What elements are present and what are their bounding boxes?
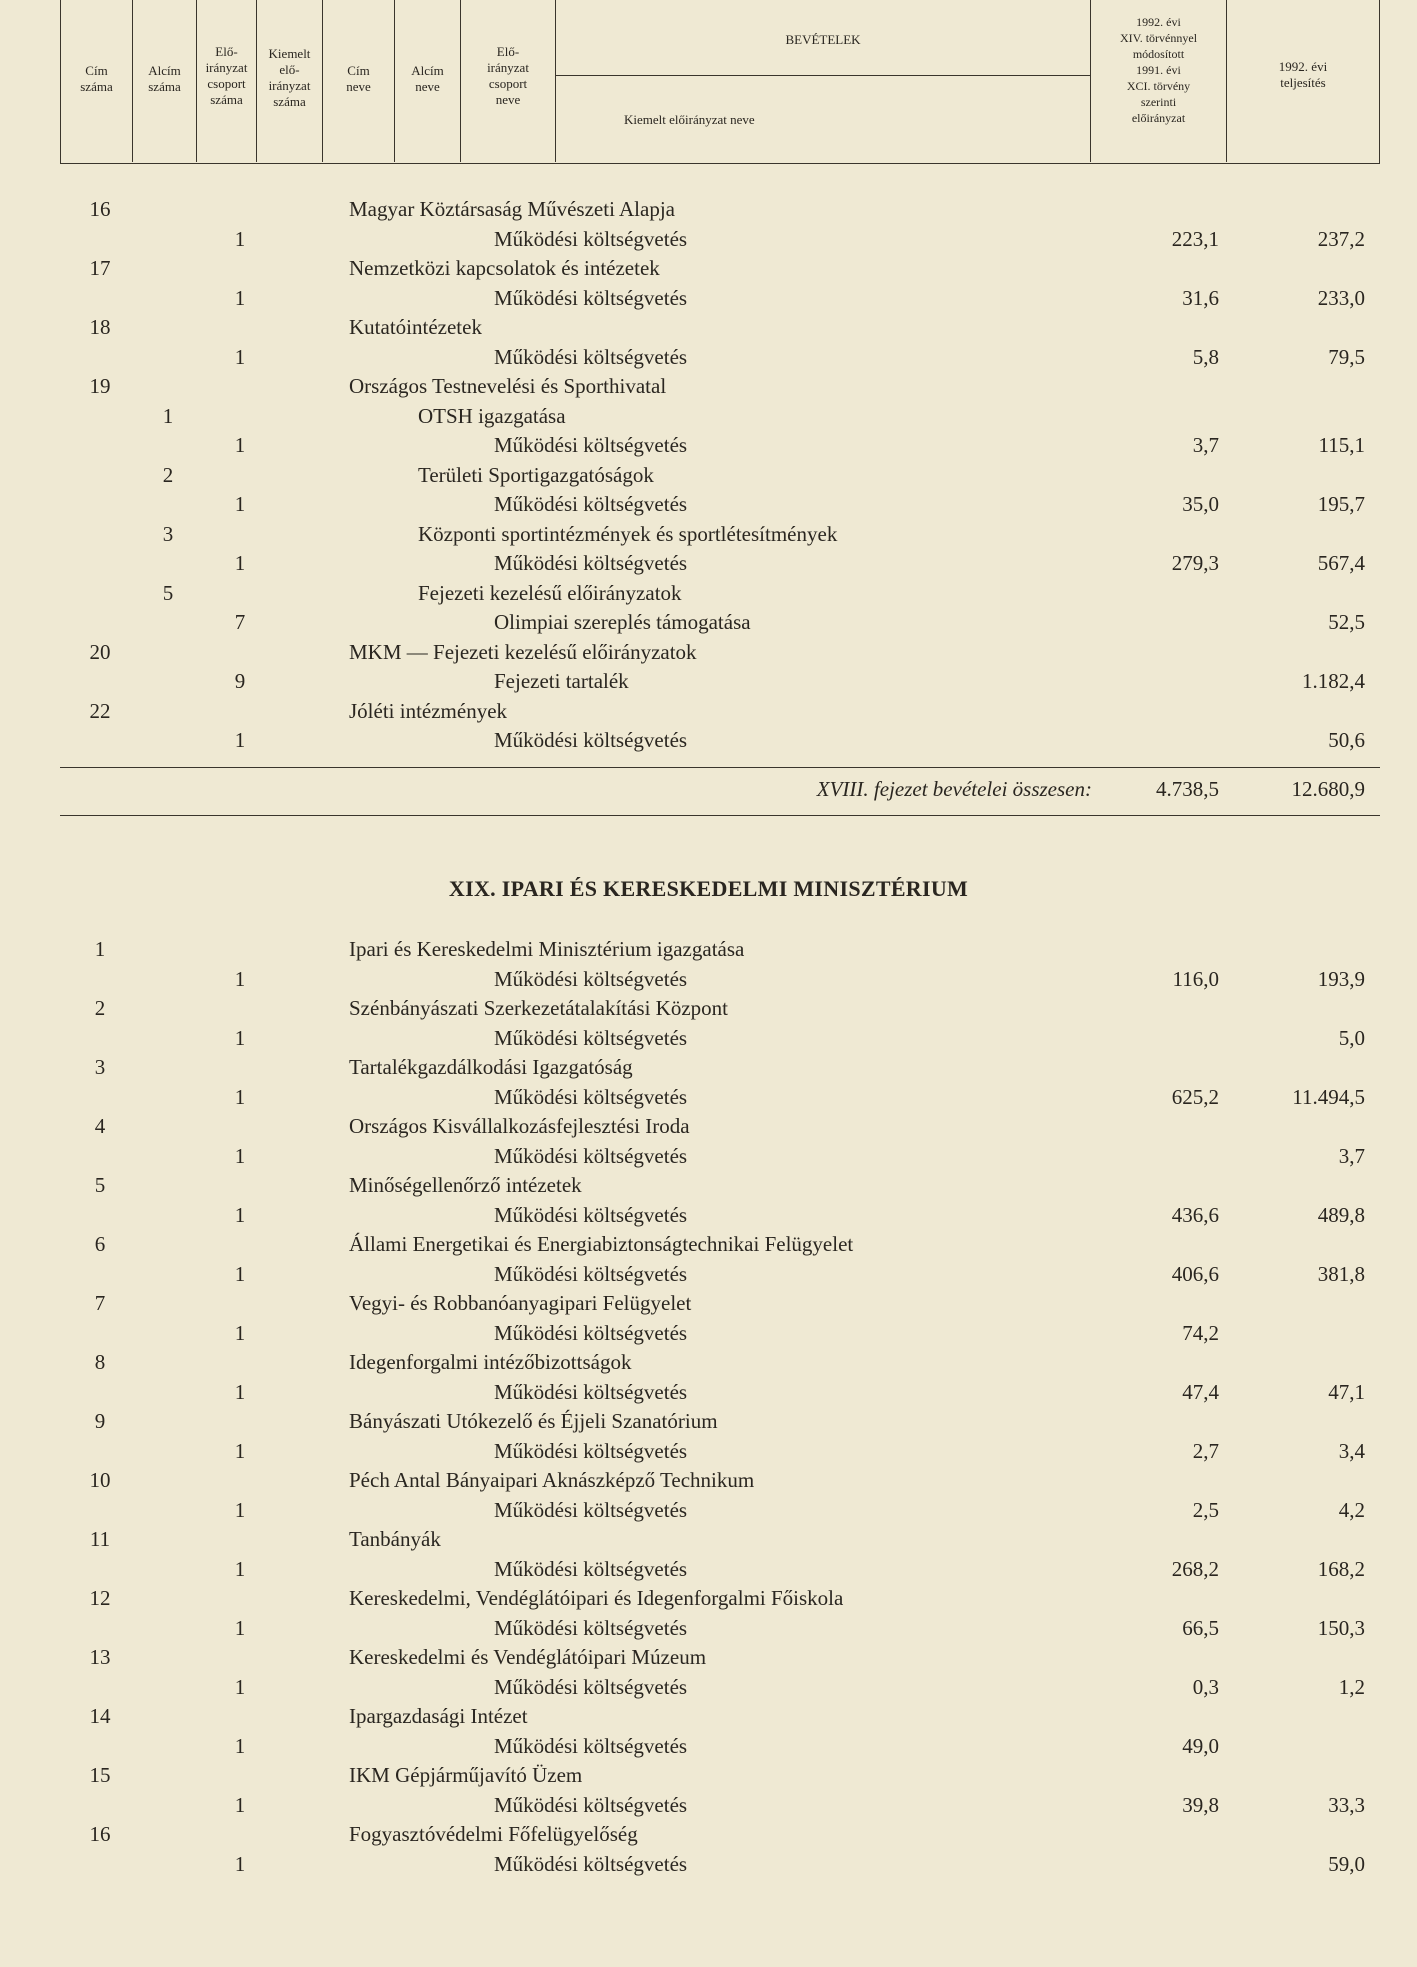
cim-number: 2 [94,996,106,1020]
value-teljesites: 4,2 [1338,1497,1365,1522]
value-eloiranyzat: 74,2 [1182,1320,1219,1345]
value-teljesites: 168,2 [1317,1556,1365,1581]
table-row [0,1439,1417,1467]
header-cim-neve: Cím neve [346,63,371,94]
cim-number: 6 [94,1232,106,1256]
table-row [0,404,1417,432]
row-name: Szénbányászati Szerkezetátalakítási Központ [349,996,729,1020]
header-col-alcim-neve [395,0,461,162]
header-col-bevetelek [556,0,1091,162]
value-teljesites: 1.182,4 [1302,669,1365,693]
table-row [0,1468,1417,1496]
header-col-kiemelt-eloiranyzat-szama [257,0,323,162]
table-row [0,374,1417,402]
eloiranyzat-number: 1 [234,1615,246,1640]
row-name: IKM Gépjárműjavító Üzem [349,1763,583,1787]
row-name: Országos Kisvállalkozásfejlesztési Iroda [349,1114,690,1138]
cim-number: 10 [89,1468,111,1492]
table-row [0,581,1417,609]
value-teljesites: 233,0 [1317,285,1365,310]
table-row [0,492,1417,520]
value-eloiranyzat: 31,6 [1182,285,1219,310]
cim-number: 15 [89,1763,111,1787]
header-col-1992-eloiranyzat [1091,0,1227,162]
eloiranyzat-number: 1 [234,344,246,369]
total-rule-top [60,767,1380,768]
row-name: Működési költségvetés [494,1497,688,1522]
value-eloiranyzat: 3,7 [1192,433,1219,457]
table-row [0,1645,1417,1673]
row-name: Péch Antal Bányaipari Aknászképző Technikum [349,1468,755,1492]
value-eloiranyzat: 223,1 [1171,226,1219,251]
header-col-alcim-szama [133,0,197,162]
row-name: Működési költségvetés [494,226,688,251]
eloiranyzat-number: 1 [234,1733,246,1758]
alcim-number: 5 [162,580,174,605]
table-row [0,1380,1417,1408]
eloiranyzat-number: 1 [234,1084,246,1109]
total-value-eloiranyzat: 4.738,5 [1156,777,1219,801]
table-row [0,1144,1417,1172]
value-eloiranyzat: 0,3 [1192,1674,1219,1699]
row-name: Működési költségvetés [494,1379,688,1404]
table-row [0,197,1417,225]
row-name: Fogyasztóvédelmi Főfelügyelőség [349,1822,638,1846]
value-eloiranyzat: 116,0 [1172,966,1219,991]
row-name: Állami Energetikai és Energiabiztonságtechnikai Felügyelet [349,1232,854,1256]
table-row [0,1557,1417,1585]
row-name: Központi sportintézmények és sportlétesítmények [418,521,838,546]
table-row [0,1026,1417,1054]
table-row [0,1321,1417,1349]
table-row [0,610,1417,638]
value-teljesites: 52,5 [1328,610,1365,634]
value-eloiranyzat: 268,2 [1171,1556,1219,1581]
row-name: MKM — Fejezeti kezelésű előirányzatok [349,639,697,664]
value-teljesites: 381,8 [1317,1261,1365,1286]
row-name: Működési költségvetés [494,1261,688,1286]
row-name: Bányászati Utókezelő és Éjjeli Szanatórium [349,1409,718,1433]
table-row [0,1498,1417,1526]
row-name: Működési költségvetés [494,1792,688,1817]
value-teljesites: 3,7 [1338,1143,1365,1168]
eloiranyzat-number: 1 [234,1261,246,1286]
table-row [0,669,1417,697]
cim-number: 19 [89,374,111,398]
section-title: XIX. IPARI ÉS KERESKEDELMI MINISZTÉRIUM [448,876,969,901]
value-teljesites: 11.494,5 [1292,1084,1365,1109]
cim-number: 5 [94,1173,106,1197]
eloiranyzat-number: 1 [234,1556,246,1581]
table-row [0,1085,1417,1113]
row-name: Működési költségvetés [494,551,688,575]
header-alcim-neve: Alcím neve [411,63,444,94]
cim-number: 12 [89,1586,111,1610]
table-row [0,728,1417,756]
total-rule-bottom [60,815,1380,816]
eloiranyzat-number: 1 [234,1320,246,1345]
table-row [0,1262,1417,1290]
row-name: Magyar Köztársaság Művészeti Alapja [349,197,675,221]
row-name: Működési költségvetés [494,1615,688,1640]
cim-number: 20 [89,639,111,664]
row-name: Működési költségvetés [494,1438,688,1463]
row-name: Működési költségvetés [494,966,688,991]
header-1992-teljesites: 1992. évi teljesítés [1278,59,1328,90]
table-row [0,1586,1417,1614]
table-row [0,996,1417,1024]
value-eloiranyzat: 625,2 [1171,1084,1219,1109]
row-name: Működési költségvetés [494,1733,688,1758]
row-name: Tanbányák [349,1527,441,1551]
header-1992-eloiranyzat: 1992. évi XIV. törvénnyel módosított 1991. évi XCI. törvény szerinti előirányzat [1119,15,1198,125]
eloiranyzat-number: 1 [234,492,246,516]
value-teljesites: 59,0 [1328,1851,1365,1876]
table-row [0,256,1417,284]
eloiranyzat-number: 1 [234,226,246,251]
header-kiemelt-eloiranyzat-neve: Kiemelt előirányzat neve [624,112,755,127]
table-row [0,1616,1417,1644]
eloiranyzat-number: 1 [234,433,246,457]
row-name: Kutatóintézetek [349,315,482,339]
row-name: Országos Testnevelési és Sporthivatal [349,374,667,398]
row-name: Tartalékgazdálkodási Igazgatóság [349,1055,633,1079]
row-name: Működési költségvetés [494,1084,688,1109]
row-name: Működési költségvetés [494,1320,688,1345]
row-name: Működési költségvetés [494,1556,688,1581]
cim-number: 13 [89,1645,111,1669]
table-row [0,1527,1417,1555]
total-label: XVIII. fejezet bevételei összesen: [816,777,1092,801]
value-eloiranyzat: 47,4 [1182,1379,1219,1404]
row-name: OTSH igazgatása [418,403,566,428]
row-name: Működési költségvetés [494,344,688,369]
row-name: Működési költségvetés [494,492,688,516]
eloiranyzat-number: 1 [234,1674,246,1699]
cim-number: 8 [94,1350,106,1374]
total-value-teljesites: 12.680,9 [1291,777,1365,801]
table-row [0,463,1417,491]
eloiranyzat-number: 1 [234,1143,246,1168]
eloiranyzat-number: 7 [234,610,246,634]
table-row [0,345,1417,373]
eloiranyzat-number: 1 [234,1025,246,1050]
table-row [0,1055,1417,1083]
header-eloiranyzat-csoport-szama: Elő- irányzat csoport száma [205,44,248,107]
table-row [0,1203,1417,1231]
cim-number: 16 [89,197,111,221]
row-name: Kereskedelmi és Vendéglátóipari Múzeum [349,1645,707,1669]
table-row [0,1763,1417,1791]
eloiranyzat-number: 1 [234,285,246,310]
header-col-eloiranyzat-csoport-neve [461,0,556,162]
alcim-number: 3 [162,521,174,546]
row-name: Nemzetközi kapcsolatok és intézetek [349,256,660,280]
value-teljesites: 79,5 [1328,344,1365,369]
header-kiemelt-eloiranyzat-szama: Kiemelt elő- irányzat száma [268,46,311,109]
table-row [0,1173,1417,1201]
row-name: Jóléti intézmények [349,698,508,723]
eloiranyzat-number: 1 [234,966,246,991]
alcim-number: 2 [162,462,174,487]
value-teljesites: 3,4 [1338,1438,1365,1463]
cim-number: 17 [89,256,111,280]
value-eloiranyzat: 35,0 [1182,492,1219,516]
row-name: Fejezeti kezelésű előirányzatok [418,580,682,605]
table-row [0,227,1417,255]
cim-number: 1 [94,937,106,961]
header-cim-szama: Cím száma [80,63,113,94]
value-teljesites: 489,8 [1317,1202,1365,1227]
row-name: Működési költségvetés [494,433,688,457]
row-name: Működési költségvetés [494,1143,688,1168]
cim-number: 18 [89,315,111,339]
row-name: Működési költségvetés [494,285,688,310]
value-eloiranyzat: 436,6 [1171,1202,1219,1227]
eloiranyzat-number: 1 [234,1379,246,1404]
alcim-number: 1 [162,403,174,428]
table-row [0,1409,1417,1437]
header-alcim-szama: Alcím száma [148,63,181,94]
cim-number: 4 [94,1114,106,1138]
row-name: Idegenforgalmi intézőbizottságok [349,1350,632,1374]
cim-number: 14 [89,1704,111,1728]
value-teljesites: 115,1 [1318,433,1365,457]
table-row [0,1822,1417,1850]
row-name: Olimpiai szereplés támogatása [494,610,751,634]
row-name: Működési költségvetés [494,1025,688,1050]
header-col-1992-teljesites [1227,0,1379,162]
value-teljesites: 150,3 [1317,1615,1365,1640]
table-row [0,522,1417,550]
table-row [0,640,1417,668]
value-eloiranyzat: 406,6 [1171,1261,1219,1286]
value-teljesites: 567,4 [1317,551,1365,575]
value-eloiranyzat: 49,0 [1182,1733,1219,1758]
row-name: Működési költségvetés [494,1202,688,1227]
row-name: Működési költségvetés [494,1851,688,1876]
table-row [0,286,1417,314]
eloiranyzat-number: 1 [234,1497,246,1522]
table-header [60,0,1380,164]
eloiranyzat-number: 1 [234,551,246,575]
row-name: Működési költségvetés [494,728,688,752]
row-name: Területi Sportigazgatóságok [418,462,654,487]
header-divider [556,75,1091,76]
eloiranyzat-number: 1 [234,1438,246,1463]
table-row [0,967,1417,995]
value-teljesites: 50,6 [1328,728,1365,752]
eloiranyzat-number: 1 [234,1851,246,1876]
value-teljesites: 33,3 [1328,1792,1365,1817]
value-eloiranyzat: 39,8 [1182,1792,1219,1817]
row-name: Működési költségvetés [494,1674,688,1699]
row-name: Vegyi- és Robbanóanyagipari Felügyelet [349,1291,692,1315]
value-eloiranyzat: 5,8 [1192,344,1219,369]
row-name: Minőségellenőrző intézetek [349,1173,582,1197]
eloiranyzat-number: 1 [234,1202,246,1227]
cim-number: 9 [94,1409,106,1433]
table-row [0,1350,1417,1378]
row-name: Ipari és Kereskedelmi Minisztérium igazgatása [349,937,745,961]
value-eloiranyzat: 2,7 [1192,1438,1219,1463]
table-row [0,1114,1417,1142]
table-row [0,433,1417,461]
value-eloiranyzat: 2,5 [1192,1497,1219,1522]
value-teljesites: 195,7 [1317,492,1365,516]
value-eloiranyzat: 279,3 [1171,551,1219,575]
table-row [0,1793,1417,1821]
table-row [0,937,1417,965]
table-row [0,699,1417,727]
cim-number: 11 [89,1527,111,1551]
value-teljesites: 47,1 [1328,1379,1365,1404]
eloiranyzat-number: 9 [234,669,246,693]
value-eloiranyzat: 66,5 [1182,1615,1219,1640]
value-teljesites: 193,9 [1317,966,1365,991]
header-col-eloiranyzat-csoport-szama [197,0,257,162]
cim-number: 22 [89,698,111,723]
value-teljesites: 1,2 [1338,1674,1365,1699]
table-row [0,1734,1417,1762]
table-row [0,1852,1417,1880]
header-col-cim-neve [323,0,395,162]
cim-number: 16 [89,1822,111,1846]
row-name: Kereskedelmi, Vendéglátóipari és Idegenforgalmi Főiskola [349,1586,844,1610]
table-row [0,1232,1417,1260]
header-eloiranyzat-csoport-neve: Elő- irányzat csoport neve [487,44,529,107]
cim-number: 7 [94,1291,106,1315]
row-name: Ipargazdasági Intézet [349,1704,528,1728]
cim-number: 3 [94,1055,106,1079]
table-row [0,315,1417,343]
value-teljesites: 237,2 [1317,226,1365,251]
table-row [0,551,1417,579]
eloiranyzat-number: 1 [234,728,246,752]
header-col-cim-szama [61,0,133,162]
header-bevetelek: BEVÉTELEK [785,32,861,47]
row-name: Fejezeti tartalék [494,669,629,693]
eloiranyzat-number: 1 [234,1792,246,1817]
table-row [0,1704,1417,1732]
table-row [0,1291,1417,1319]
value-teljesites: 5,0 [1338,1025,1365,1050]
table-row [0,1675,1417,1703]
